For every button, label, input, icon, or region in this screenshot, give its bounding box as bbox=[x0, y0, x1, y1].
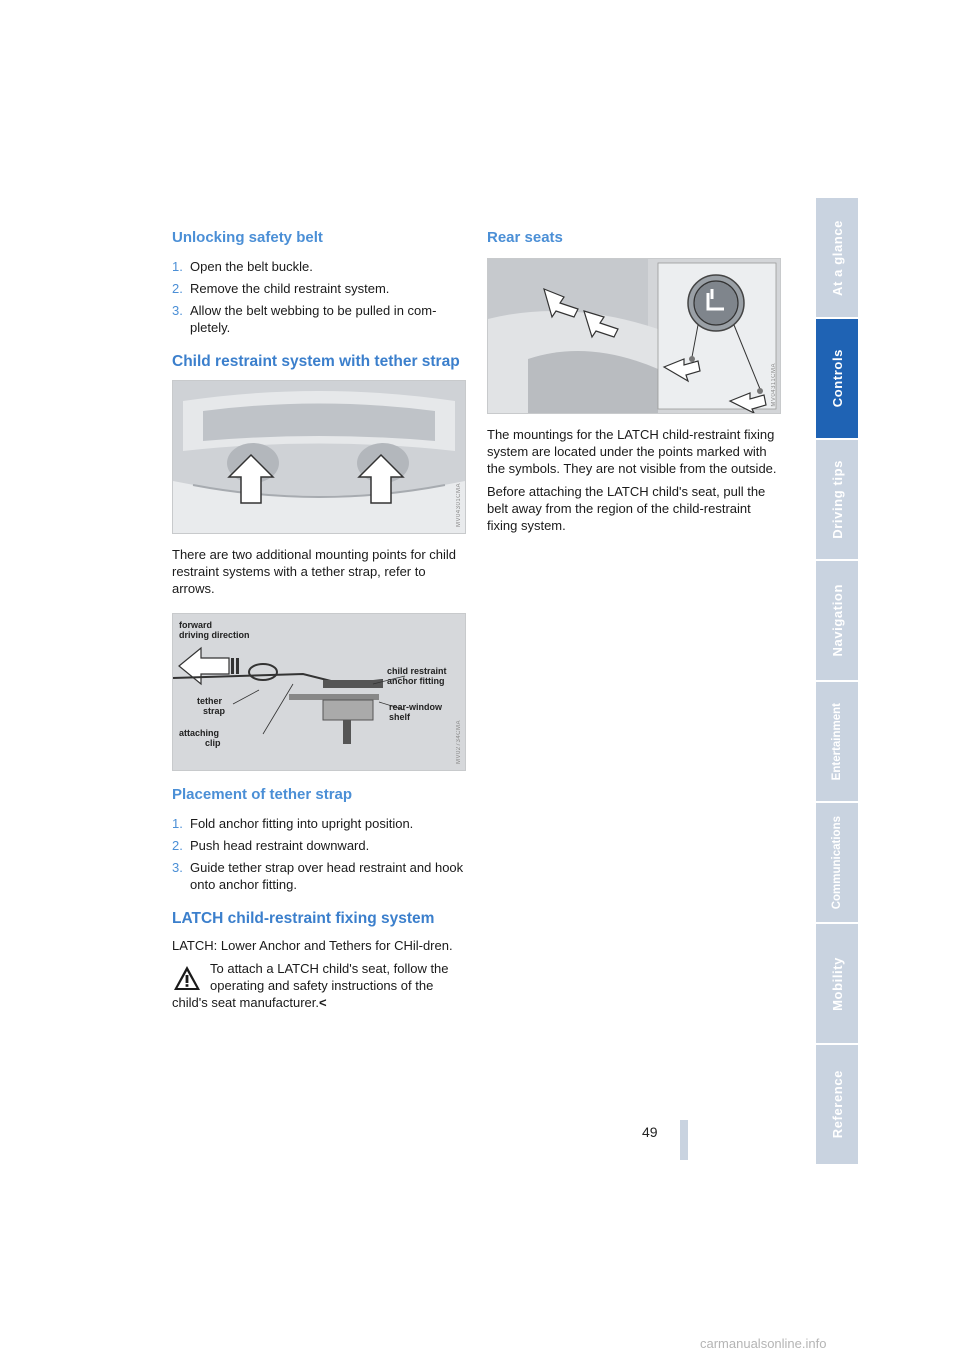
tab-navigation[interactable]: Navigation bbox=[816, 561, 858, 682]
figure-code: MV04301CMA bbox=[456, 482, 462, 527]
warning-text: To attach a LATCH child's seat, follow the operating and safety instructions of the child's seat manufacturer. bbox=[172, 961, 449, 1010]
warning-triangle-icon bbox=[172, 963, 202, 993]
tab-driving-tips[interactable]: Driving tips bbox=[816, 440, 858, 561]
latch-paragraph: LATCH: Lower Anchor and Tethers for CHil-dren. bbox=[172, 938, 453, 953]
right-column bbox=[487, 228, 783, 540]
tab-reference[interactable]: Reference bbox=[816, 1045, 858, 1166]
watermark: carmanualsonline.info bbox=[700, 1336, 827, 1351]
chapter-tabs bbox=[816, 198, 858, 1166]
label-clip-2: clip bbox=[205, 738, 221, 748]
label-anchor-1: child restraint bbox=[387, 666, 447, 676]
warning-note bbox=[172, 960, 468, 1011]
label-direction-2: driving direction bbox=[179, 630, 250, 640]
left-column bbox=[172, 228, 468, 1011]
tab-controls[interactable]: Controls bbox=[816, 319, 858, 440]
tab-entertainment[interactable]: Entertainment bbox=[816, 682, 858, 803]
section-title-placement: Placement of tether strap bbox=[172, 786, 353, 803]
figure-code: MV04311CMA bbox=[771, 363, 777, 407]
label-shelf-1: rear-window bbox=[389, 702, 443, 712]
label-shelf-2: shelf bbox=[389, 712, 411, 722]
list-item: 1. Fold anchor fitting into upright position. bbox=[172, 816, 414, 831]
rear-paragraph-2: Before attaching the LATCH child's seat, pull the belt away from the region of the child-restraint fixing system. bbox=[487, 484, 766, 533]
list-item: 2. Push head restraint downward. bbox=[172, 838, 370, 853]
end-marker: < bbox=[319, 995, 327, 1010]
label-clip-1: attaching bbox=[179, 728, 220, 738]
rear-seats-illustration bbox=[488, 259, 780, 413]
label-tether-1: tether bbox=[197, 696, 223, 706]
rear-paragraph-1: The mountings for the LATCH child-restraint fixing system are located under the points marked with the symbols. They are not visible from the outside. bbox=[487, 427, 777, 476]
list-item: 1. Open the belt buckle. bbox=[172, 259, 313, 274]
figure-rear-seats-photo bbox=[487, 258, 781, 414]
section-title-tether: Child restraint system with tether strap bbox=[172, 353, 460, 370]
figure-tether-diagram bbox=[172, 613, 466, 771]
unlocking-steps bbox=[172, 258, 468, 336]
tab-mobility[interactable]: Mobility bbox=[816, 924, 858, 1045]
label-anchor-2: anchor fitting bbox=[387, 676, 445, 686]
list-item: 3. Allow the belt webbing to be pulled in com-pletely. bbox=[172, 303, 437, 335]
tether-paragraph: There are two additional mounting points for child restraint systems with a tether strap, refer to arrows. bbox=[172, 547, 456, 596]
label-direction-1: forward bbox=[179, 620, 213, 630]
list-item: 3. Guide tether strap over head restraint and hook onto anchor fitting. bbox=[172, 860, 464, 892]
tab-communications[interactable]: Communications bbox=[816, 803, 858, 924]
section-title-rear-seats: Rear seats bbox=[487, 229, 563, 246]
section-title-unlocking: Unlocking safety belt bbox=[172, 229, 323, 246]
page-number-bar bbox=[680, 1120, 688, 1160]
tether-diagram bbox=[173, 614, 465, 770]
figure-code: MV02734CMA bbox=[456, 719, 462, 764]
tab-at-a-glance[interactable]: At a glance bbox=[816, 198, 858, 319]
figure-rear-shelf-photo bbox=[172, 380, 466, 534]
list-item: 2. Remove the child restraint system. bbox=[172, 281, 390, 296]
rear-shelf-illustration bbox=[173, 381, 465, 533]
section-title-latch: LATCH child-restraint fixing system bbox=[172, 910, 435, 927]
placement-steps bbox=[172, 815, 468, 893]
label-tether-2: strap bbox=[203, 706, 226, 716]
page-number: 49 bbox=[642, 1124, 658, 1140]
